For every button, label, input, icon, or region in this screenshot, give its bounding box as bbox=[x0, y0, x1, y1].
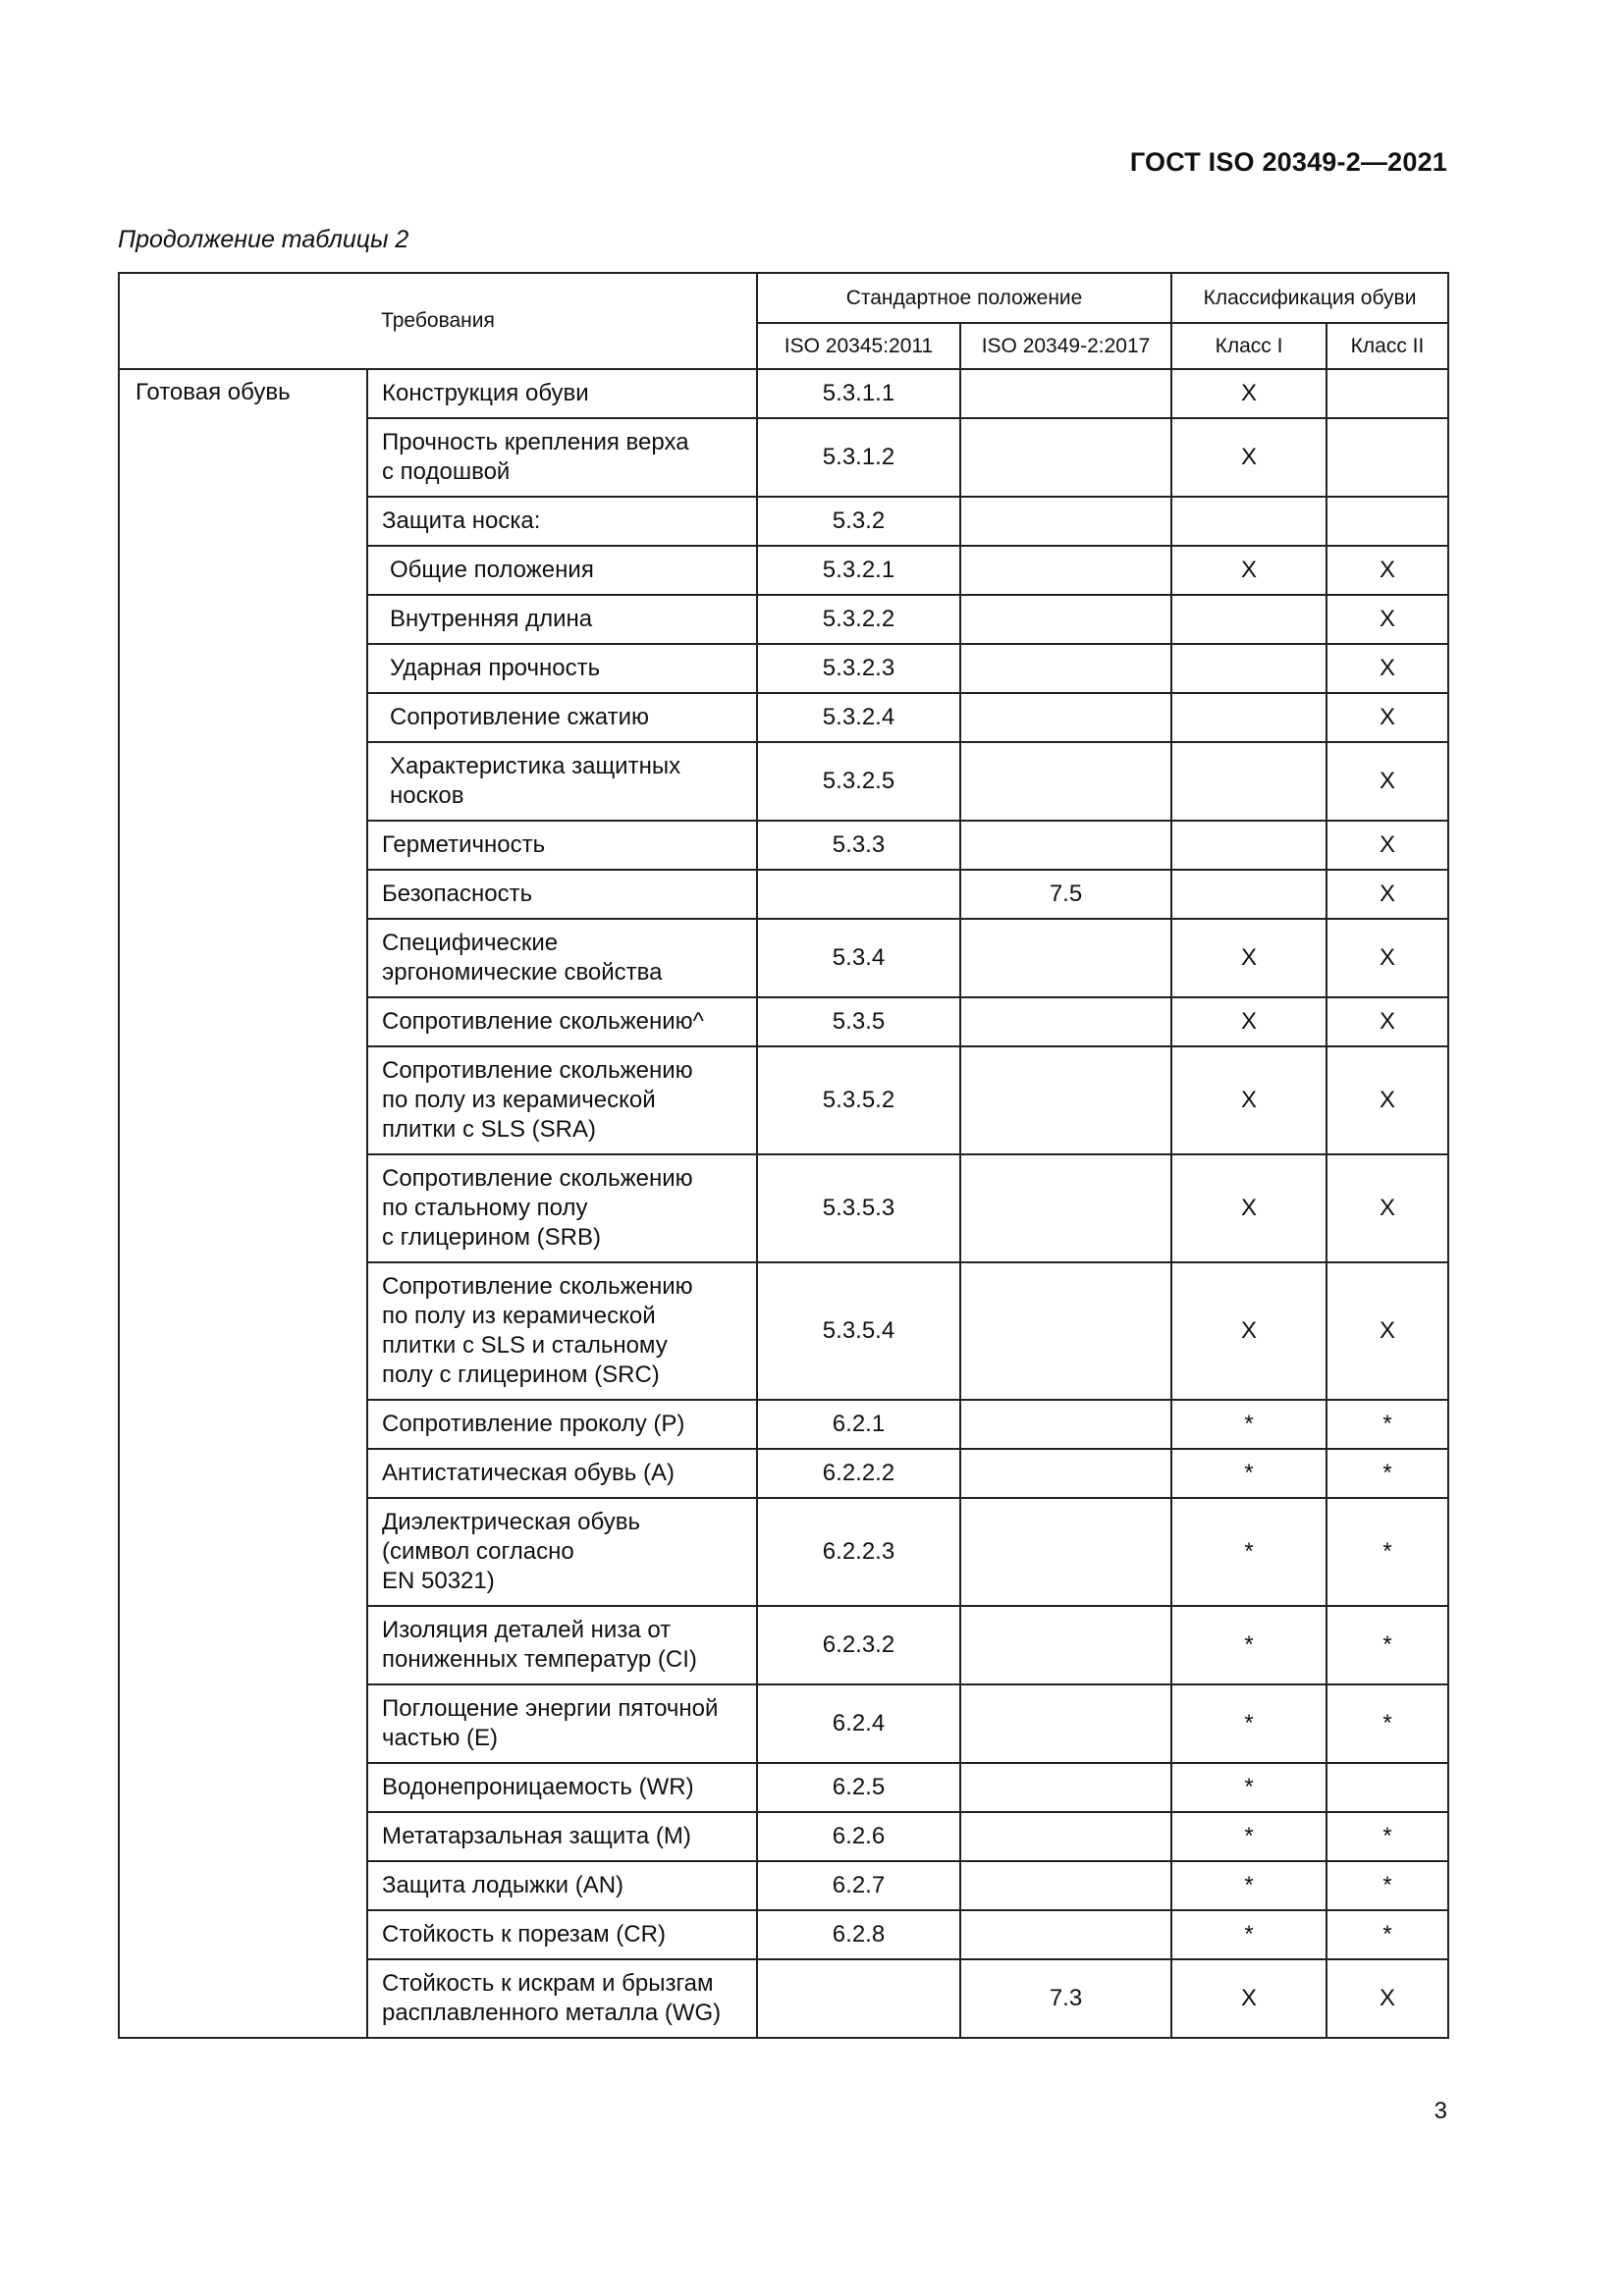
class-2-mark: * bbox=[1326, 1910, 1448, 1959]
iso-20349-clause bbox=[960, 693, 1171, 742]
document-code: ГОСТ ISO 20349-2—2021 bbox=[1129, 147, 1447, 177]
iso-20345-clause: 6.2.2.3 bbox=[757, 1498, 960, 1606]
iso-20349-clause bbox=[960, 644, 1171, 693]
requirement-name: Герметичность bbox=[367, 821, 757, 870]
header-standard-position: Стандартное положение bbox=[757, 273, 1171, 323]
class-1-mark: * bbox=[1171, 1498, 1326, 1606]
iso-20345-clause: 5.3.4 bbox=[757, 919, 960, 997]
requirement-name: Сопротивление скольжению по стальному полу с глицерином (SRB) bbox=[367, 1154, 757, 1262]
iso-20345-clause: 5.3.2.4 bbox=[757, 693, 960, 742]
requirements-table bbox=[118, 272, 1449, 2039]
page-number: 3 bbox=[1434, 2098, 1447, 2124]
class-1-mark bbox=[1171, 742, 1326, 821]
iso-20345-clause: 6.2.4 bbox=[757, 1684, 960, 1763]
class-1-mark: X bbox=[1171, 1046, 1326, 1154]
iso-20349-clause bbox=[960, 1684, 1171, 1763]
iso-20345-clause: 5.3.2 bbox=[757, 497, 960, 546]
class-1-mark: X bbox=[1171, 546, 1326, 595]
iso-20349-clause: 7.5 bbox=[960, 870, 1171, 919]
requirement-name: Сопротивление сжатию bbox=[367, 693, 757, 742]
requirement-name: Внутренняя длина bbox=[367, 595, 757, 644]
iso-20345-clause: 5.3.2.1 bbox=[757, 546, 960, 595]
class-1-mark: * bbox=[1171, 1684, 1326, 1763]
requirement-name: Стойкость к порезам (CR) bbox=[367, 1910, 757, 1959]
class-1-mark bbox=[1171, 595, 1326, 644]
class-1-mark: X bbox=[1171, 369, 1326, 418]
requirement-name: Защита лодыжки (AN) bbox=[367, 1861, 757, 1910]
class-1-mark bbox=[1171, 644, 1326, 693]
requirement-name: Специфические эргономические свойства bbox=[367, 919, 757, 997]
class-2-mark: * bbox=[1326, 1449, 1448, 1498]
header-classification: Классификация обуви bbox=[1171, 273, 1448, 323]
class-1-mark: X bbox=[1171, 997, 1326, 1046]
class-2-mark: * bbox=[1326, 1606, 1448, 1684]
class-2-mark: X bbox=[1326, 997, 1448, 1046]
iso-20345-clause: 5.3.2.2 bbox=[757, 595, 960, 644]
table-body bbox=[119, 369, 1448, 2038]
class-1-mark bbox=[1171, 693, 1326, 742]
iso-20349-clause bbox=[960, 1154, 1171, 1262]
iso-20349-clause bbox=[960, 997, 1171, 1046]
requirement-name: Диэлектрическая обувь (символ согласно EN 50321) bbox=[367, 1498, 757, 1606]
class-1-mark: * bbox=[1171, 1812, 1326, 1861]
header-class-2: Класс II bbox=[1326, 323, 1448, 369]
iso-20345-clause: 5.3.5 bbox=[757, 997, 960, 1046]
header-requirements: Требования bbox=[119, 273, 757, 369]
class-2-mark: X bbox=[1326, 742, 1448, 821]
class-1-mark: * bbox=[1171, 1763, 1326, 1812]
iso-20345-clause: 6.2.7 bbox=[757, 1861, 960, 1910]
class-1-mark: * bbox=[1171, 1606, 1326, 1684]
iso-20345-clause: 5.3.3 bbox=[757, 821, 960, 870]
class-1-mark: * bbox=[1171, 1400, 1326, 1449]
iso-20345-clause: 5.3.2.5 bbox=[757, 742, 960, 821]
iso-20349-clause bbox=[960, 497, 1171, 546]
class-1-mark: X bbox=[1171, 1154, 1326, 1262]
requirement-name: Сопротивление скольжению^ bbox=[367, 997, 757, 1046]
class-2-mark: X bbox=[1326, 1154, 1448, 1262]
iso-20349-clause bbox=[960, 1046, 1171, 1154]
iso-20345-clause: 5.3.5.4 bbox=[757, 1262, 960, 1400]
iso-20345-clause: 6.2.8 bbox=[757, 1910, 960, 1959]
iso-20349-clause: 7.3 bbox=[960, 1959, 1171, 2038]
requirement-name: Ударная прочность bbox=[367, 644, 757, 693]
class-2-mark: X bbox=[1326, 1262, 1448, 1400]
class-2-mark: X bbox=[1326, 546, 1448, 595]
class-1-mark: X bbox=[1171, 1959, 1326, 2038]
class-2-mark: * bbox=[1326, 1861, 1448, 1910]
requirement-name: Сопротивление проколу (Р) bbox=[367, 1400, 757, 1449]
iso-20345-clause: 6.2.2.2 bbox=[757, 1449, 960, 1498]
requirement-name: Безопасность bbox=[367, 870, 757, 919]
iso-20349-clause bbox=[960, 1763, 1171, 1812]
class-2-mark bbox=[1326, 418, 1448, 497]
requirement-name: Метатарзальная защита (М) bbox=[367, 1812, 757, 1861]
class-1-mark bbox=[1171, 870, 1326, 919]
class-1-mark: X bbox=[1171, 1262, 1326, 1400]
requirement-name: Характеристика защитных носков bbox=[367, 742, 757, 821]
iso-20349-clause bbox=[960, 1262, 1171, 1400]
iso-20345-clause: 5.3.1.2 bbox=[757, 418, 960, 497]
class-1-mark bbox=[1171, 497, 1326, 546]
requirement-name: Изоляция деталей низа от пониженных температур (CI) bbox=[367, 1606, 757, 1684]
requirement-name: Водонепроницаемость (WR) bbox=[367, 1763, 757, 1812]
iso-20345-clause: 6.2.6 bbox=[757, 1812, 960, 1861]
requirement-name: Сопротивление скольжению по полу из керамической плитки с SLS (SRA) bbox=[367, 1046, 757, 1154]
requirement-name: Поглощение энергии пяточной частью (Е) bbox=[367, 1684, 757, 1763]
class-2-mark: * bbox=[1326, 1400, 1448, 1449]
requirement-name: Сопротивление скольжению по полу из керамической плитки с SLS и стальному полу с глицерином (SRC) bbox=[367, 1262, 757, 1400]
iso-20345-clause: 6.2.3.2 bbox=[757, 1606, 960, 1684]
class-1-mark: * bbox=[1171, 1449, 1326, 1498]
class-2-mark: X bbox=[1326, 595, 1448, 644]
header-iso-20345: ISO 20345:2011 bbox=[757, 323, 960, 369]
iso-20345-clause: 5.3.5.3 bbox=[757, 1154, 960, 1262]
iso-20349-clause bbox=[960, 1449, 1171, 1498]
iso-20349-clause bbox=[960, 595, 1171, 644]
class-2-mark: X bbox=[1326, 1959, 1448, 2038]
iso-20349-clause bbox=[960, 1861, 1171, 1910]
iso-20349-clause bbox=[960, 919, 1171, 997]
iso-20345-clause: 5.3.1.1 bbox=[757, 369, 960, 418]
iso-20345-clause: 6.2.1 bbox=[757, 1400, 960, 1449]
class-1-mark: X bbox=[1171, 919, 1326, 997]
class-2-mark: X bbox=[1326, 1046, 1448, 1154]
iso-20349-clause bbox=[960, 418, 1171, 497]
iso-20349-clause bbox=[960, 1812, 1171, 1861]
requirement-name: Общие положения bbox=[367, 546, 757, 595]
class-2-mark bbox=[1326, 1763, 1448, 1812]
requirement-name: Конструкция обуви bbox=[367, 369, 757, 418]
iso-20349-clause bbox=[960, 821, 1171, 870]
requirement-name: Защита носка: bbox=[367, 497, 757, 546]
class-1-mark bbox=[1171, 821, 1326, 870]
iso-20349-clause bbox=[960, 1606, 1171, 1684]
class-2-mark: X bbox=[1326, 644, 1448, 693]
iso-20349-clause bbox=[960, 369, 1171, 418]
iso-20345-clause bbox=[757, 1959, 960, 2038]
table-row bbox=[119, 369, 1448, 418]
iso-20349-clause bbox=[960, 546, 1171, 595]
iso-20349-clause bbox=[960, 1498, 1171, 1606]
requirement-name: Стойкость к искрам и брызгам расплавленного металла (WG) bbox=[367, 1959, 757, 2038]
class-2-mark: X bbox=[1326, 693, 1448, 742]
class-2-mark: X bbox=[1326, 919, 1448, 997]
class-2-mark: * bbox=[1326, 1812, 1448, 1861]
iso-20345-clause: 6.2.5 bbox=[757, 1763, 960, 1812]
requirement-name: Прочность крепления верха с подошвой bbox=[367, 418, 757, 497]
iso-20345-clause: 5.3.2.3 bbox=[757, 644, 960, 693]
class-2-mark: * bbox=[1326, 1684, 1448, 1763]
class-2-mark: * bbox=[1326, 1498, 1448, 1606]
iso-20349-clause bbox=[960, 742, 1171, 821]
requirement-name: Антистатическая обувь (А) bbox=[367, 1449, 757, 1498]
class-1-mark: * bbox=[1171, 1910, 1326, 1959]
class-2-mark bbox=[1326, 497, 1448, 546]
class-1-mark: * bbox=[1171, 1861, 1326, 1910]
class-2-mark: X bbox=[1326, 821, 1448, 870]
class-2-mark: X bbox=[1326, 870, 1448, 919]
iso-20349-clause bbox=[960, 1910, 1171, 1959]
class-1-mark: X bbox=[1171, 418, 1326, 497]
header-class-1: Класс I bbox=[1171, 323, 1326, 369]
table-caption: Продолжение таблицы 2 bbox=[118, 226, 409, 253]
iso-20349-clause bbox=[960, 1400, 1171, 1449]
iso-20345-clause bbox=[757, 870, 960, 919]
iso-20345-clause: 5.3.5.2 bbox=[757, 1046, 960, 1154]
header-iso-20349: ISO 20349-2:2017 bbox=[960, 323, 1171, 369]
group-label: Готовая обувь bbox=[119, 369, 367, 2038]
class-2-mark bbox=[1326, 369, 1448, 418]
